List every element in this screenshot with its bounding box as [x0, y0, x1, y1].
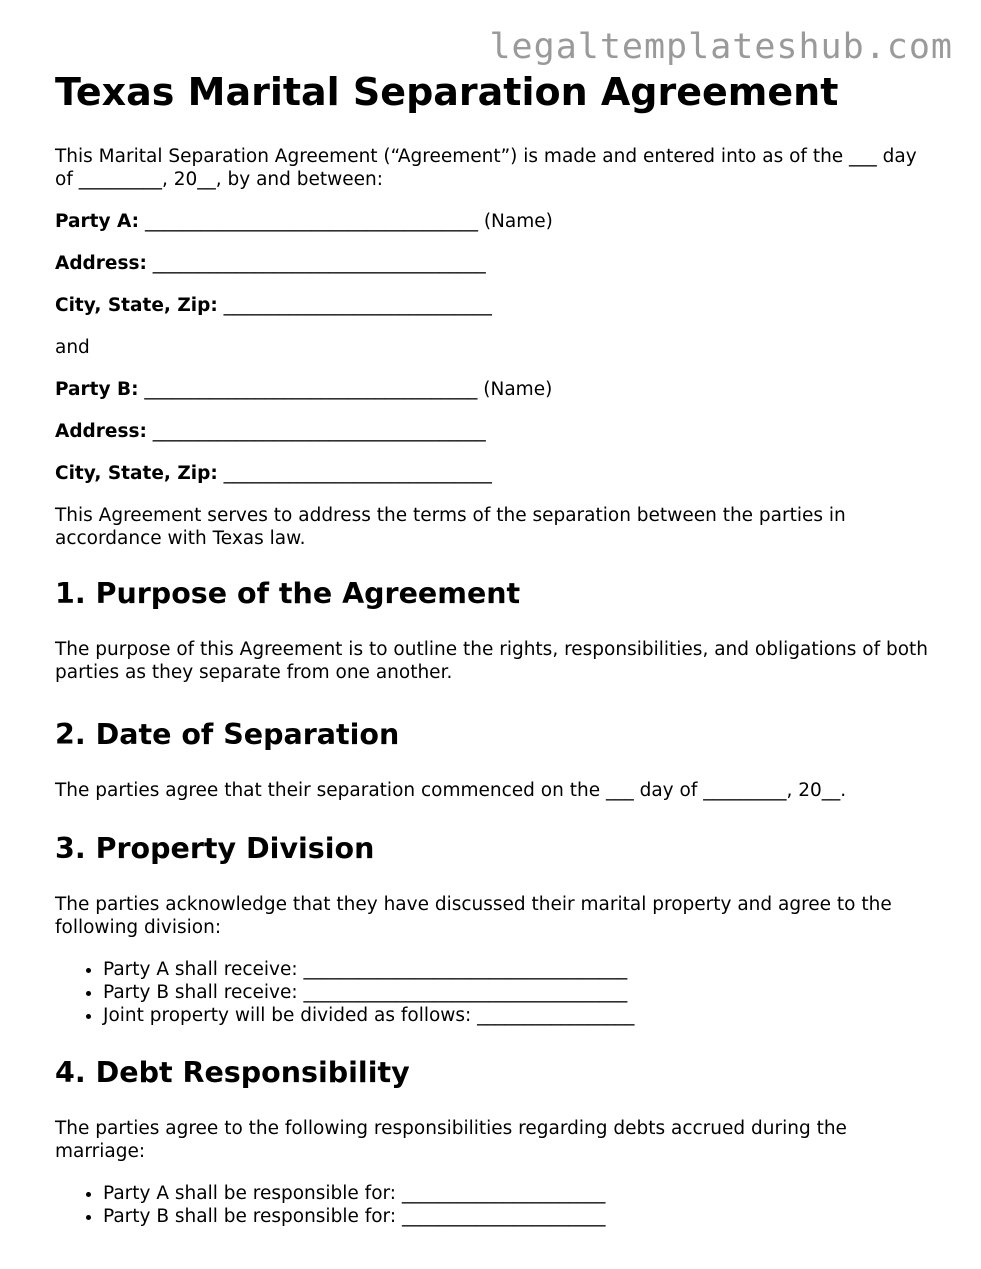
- party-a-address-field: [55, 252, 935, 275]
- party-a-name-field: [55, 210, 935, 233]
- party-b-name-blank[interactable]: ____________________________________ (Name): [138, 378, 553, 400]
- section-1-body: The purpose of this Agreement is to outline the rights, responsibilities, and obligations of both parties as they separate from one another.: [55, 638, 929, 683]
- party-a-city-label: City, State, Zip:: [55, 294, 218, 316]
- watermark: legaltemplateshub.com: [489, 27, 953, 67]
- party-b-city-blank[interactable]: _____________________________: [217, 462, 492, 484]
- section-1-heading: 1. Purpose of the Agreement: [55, 576, 521, 610]
- section-2-body: The parties agree that their separation commenced on the ___ day of _________, 20__.: [55, 779, 847, 801]
- debt-responsibility-list: [55, 1182, 935, 1228]
- section-3-heading: 3. Property Division: [55, 831, 375, 865]
- property-division-list: [55, 958, 935, 1027]
- list-item: • Party B shall receive: ___________________________________: [103, 981, 935, 1004]
- list-item: • Joint property will be divided as follows: _________________: [103, 1004, 935, 1027]
- party-a-name-blank[interactable]: ____________________________________ (Name): [139, 210, 553, 232]
- section-4-heading: 4. Debt Responsibility: [55, 1056, 410, 1090]
- party-a-city-blank[interactable]: _____________________________: [217, 294, 492, 316]
- list-item: • Party A shall be responsible for: ______________________: [103, 1182, 935, 1205]
- party-a-address-label: Address:: [55, 252, 147, 274]
- section-3-body: The parties acknowledge that they have discussed their marital property and agree to the following division:: [55, 894, 892, 939]
- document-page: [55, 70, 935, 1228]
- section-2-heading: 2. Date of Separation: [55, 717, 400, 751]
- party-a-city-field: [55, 294, 935, 317]
- party-b-name-field: [55, 378, 935, 401]
- and-text: and: [55, 336, 90, 358]
- party-b-name-label: Party B:: [55, 378, 139, 400]
- party-b-city-label: City, State, Zip:: [55, 462, 218, 484]
- party-b-address-field: [55, 420, 935, 443]
- party-a-address-blank[interactable]: ____________________________________: [146, 252, 486, 274]
- section-4-body: The parties agree to the following responsibilities regarding debts accrued during the marriage:: [55, 1118, 847, 1163]
- party-a-name-label: Party A:: [55, 210, 140, 232]
- serves-paragraph: This Agreement serves to address the terms of the separation between the parties in accordance with Texas law.: [55, 504, 846, 549]
- party-b-address-blank[interactable]: ____________________________________: [146, 420, 486, 442]
- intro-paragraph: This Marital Separation Agreement (“Agreement”) is made and entered into as of the ___ day of _________, 20__, by and between:: [55, 145, 917, 190]
- party-b-city-field: [55, 462, 935, 485]
- list-item: • Party A shall receive: ___________________________________: [103, 958, 935, 981]
- party-b-address-label: Address:: [55, 420, 147, 442]
- document-title: Texas Marital Separation Agreement: [55, 70, 839, 114]
- list-item: • Party B shall be responsible for: ______________________: [103, 1205, 935, 1228]
